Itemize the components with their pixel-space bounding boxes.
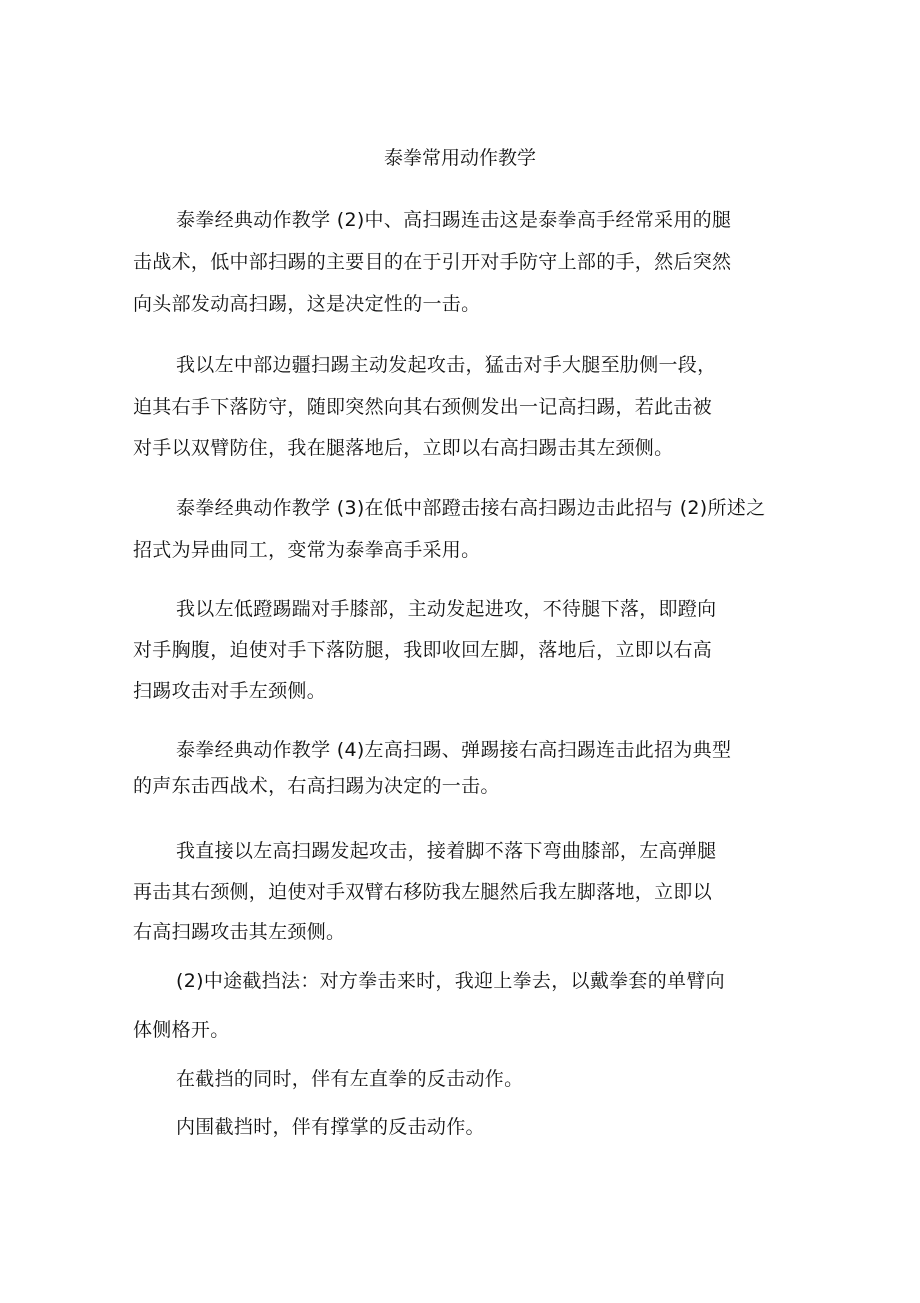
paragraph-7-line-1: (2)中途截挡法：对方拳击来时，我迎上拳去，以戴拳套的单臂向 — [176, 970, 725, 992]
paragraph-8-line-1: 在截挡的同时，伴有左直拳的反击动作。 — [176, 1068, 524, 1090]
paragraph-1-line-1: 泰拳经典动作教学 (2)中、高扫踢连击这是泰拳高手经常采用的腿 — [176, 209, 732, 231]
paragraph-3-line-1: 泰拳经典动作教学 (3)在低中部蹬击接右高扫踢边击此招与 (2)所述之 — [176, 497, 766, 519]
paragraph-1-line-3: 向头部发动高扫踢，这是决定性的一击。 — [133, 293, 481, 315]
paragraph-2-line-2: 迫其右手下落防守，随即突然向其右颈侧发出一记高扫踢，若此击被 — [133, 396, 713, 418]
paragraph-4-line-3: 扫踢攻击对手左颈侧。 — [133, 680, 327, 702]
paragraph-5-line-1: 泰拳经典动作教学 (4)左高扫踢、弹踢接右高扫踢连击此招为典型 — [176, 739, 732, 761]
document-title: 泰拳常用动作教学 — [383, 147, 536, 169]
paragraph-4-line-2: 对手胸腹，迫使对手下落防腿，我即收回左脚，落地后，立即以右高 — [133, 639, 713, 661]
paragraph-6-line-2: 再击其右颈侧，迫使对手双臂右移防我左腿然后我左脚落地，立即以 — [133, 881, 713, 903]
paragraph-4-line-1: 我以左低蹬踢踹对手膝部，主动发起进攻，不待腿下落，即蹬向 — [176, 598, 717, 620]
paragraph-6-line-1: 我直接以左高扫踢发起攻击，接着脚不落下弯曲膝部，左高弹腿 — [176, 840, 717, 862]
paragraph-9-line-1: 内围截挡时，伴有撑掌的反击动作。 — [176, 1116, 485, 1138]
paragraph-2-line-1: 我以左中部边疆扫踢主动发起攻击，猛击对手大腿至肋侧一段， — [176, 354, 717, 376]
paragraph-1-line-2: 击战术，低中部扫踢的主要目的在于引开对手防守上部的手，然后突然 — [133, 251, 732, 273]
paragraph-5-line-2: 的声东击西战术，右高扫踢为决定的一击。 — [133, 775, 500, 797]
paragraph-6-line-3: 右高扫踢攻击其左颈侧。 — [133, 921, 346, 943]
paragraph-7-line-2: 体侧格开。 — [133, 1019, 230, 1041]
paragraph-2-line-3: 对手以双臂防住，我在腿落地后，立即以右高扫踢击其左颈侧。 — [133, 437, 674, 459]
paragraph-3-line-2: 招式为异曲同工，变常为泰拳高手采用。 — [133, 539, 481, 561]
